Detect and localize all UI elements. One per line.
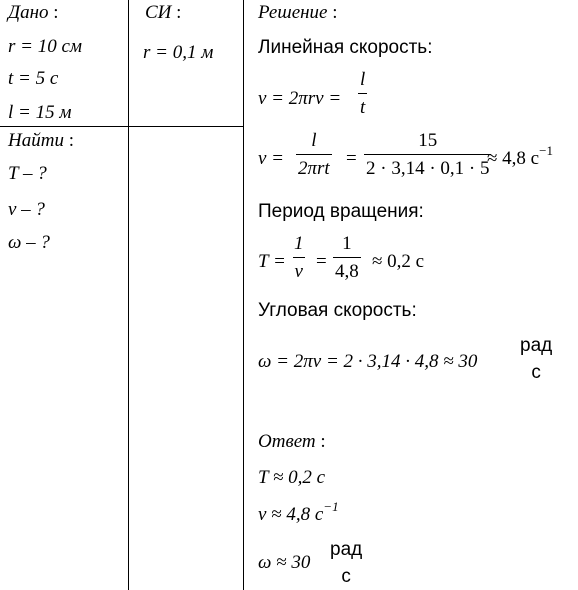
equals-sign: =: [346, 148, 357, 169]
fraction-numerator: l: [360, 69, 366, 90]
equation-period-lhs: T =: [258, 251, 286, 272]
fraction-denominator: 2 · 3,14 · 0,1 · 5: [364, 154, 491, 178]
answer-frequency: ν ≈ 4,8 $с^{-1}$: [258, 498, 339, 525]
period-result: ≈ 0,2 с: [372, 251, 425, 272]
fraction-numerator: 15: [418, 130, 438, 151]
fraction-l-over-t: [358, 70, 367, 117]
find-heading: Найти :: [8, 130, 74, 151]
si-radius: r = 0,1 м: [143, 42, 214, 63]
si-heading: СИ :: [145, 2, 182, 23]
answer-angular-velocity: ω ≈ 30: [258, 552, 311, 573]
fraction-1-over-nu: [292, 234, 306, 281]
find-angular-velocity: ω – ?: [8, 232, 50, 253]
unit-numerator: рад: [520, 335, 553, 356]
solution-heading: Решение :: [258, 2, 338, 23]
find-period: T – ?: [8, 163, 47, 184]
equation-linear-velocity-lhs: v = 2πrν =: [258, 88, 342, 109]
column-divider-right: [243, 0, 244, 590]
fraction-15-over-product: [364, 131, 491, 178]
unit-numerator: рад: [330, 539, 363, 560]
unit-denominator: с: [531, 362, 541, 383]
answer-unit-rad-per-s: [328, 540, 364, 586]
fraction-numerator: l: [311, 130, 317, 151]
equation-frequency-lhs: ν =: [258, 148, 285, 169]
frequency-result: ≈ 4,8 $с^{-1}$: [487, 142, 553, 169]
fraction-numerator: 1: [342, 233, 352, 254]
given-radius: r = 10 см: [8, 36, 83, 57]
unit-rad-per-s: [518, 336, 554, 382]
equation-angular-velocity: ω = 2πν = 2 · 3,14 · 4,8 ≈ 30: [258, 351, 478, 372]
angular-velocity-label: Угловая скорость:: [258, 300, 417, 321]
given-length: l = 15 м: [8, 102, 72, 123]
fraction-1-over-4-8: [333, 234, 361, 281]
fraction-denominator: 2πrt: [296, 154, 332, 178]
answer-heading: Ответ :: [258, 431, 326, 452]
given-time: t = 5 с: [8, 68, 59, 89]
find-frequency: ν – ?: [8, 199, 45, 220]
fraction-denominator: ν: [293, 257, 305, 281]
linear-velocity-label: Линейная скорость:: [258, 37, 433, 58]
fraction-numerator: 1: [294, 233, 304, 254]
period-label: Период вращения:: [258, 201, 424, 222]
given-find-divider: [0, 126, 243, 127]
answer-period: T ≈ 0,2 с: [258, 467, 326, 488]
unit-denominator: с: [341, 566, 351, 587]
fraction-denominator: t: [358, 93, 367, 117]
fraction-denominator: 4,8: [333, 257, 361, 281]
given-heading: Дано :: [8, 2, 59, 23]
equals-sign: =: [316, 251, 327, 272]
column-divider-left: [128, 0, 129, 590]
fraction-l-over-2prt: [296, 131, 332, 178]
